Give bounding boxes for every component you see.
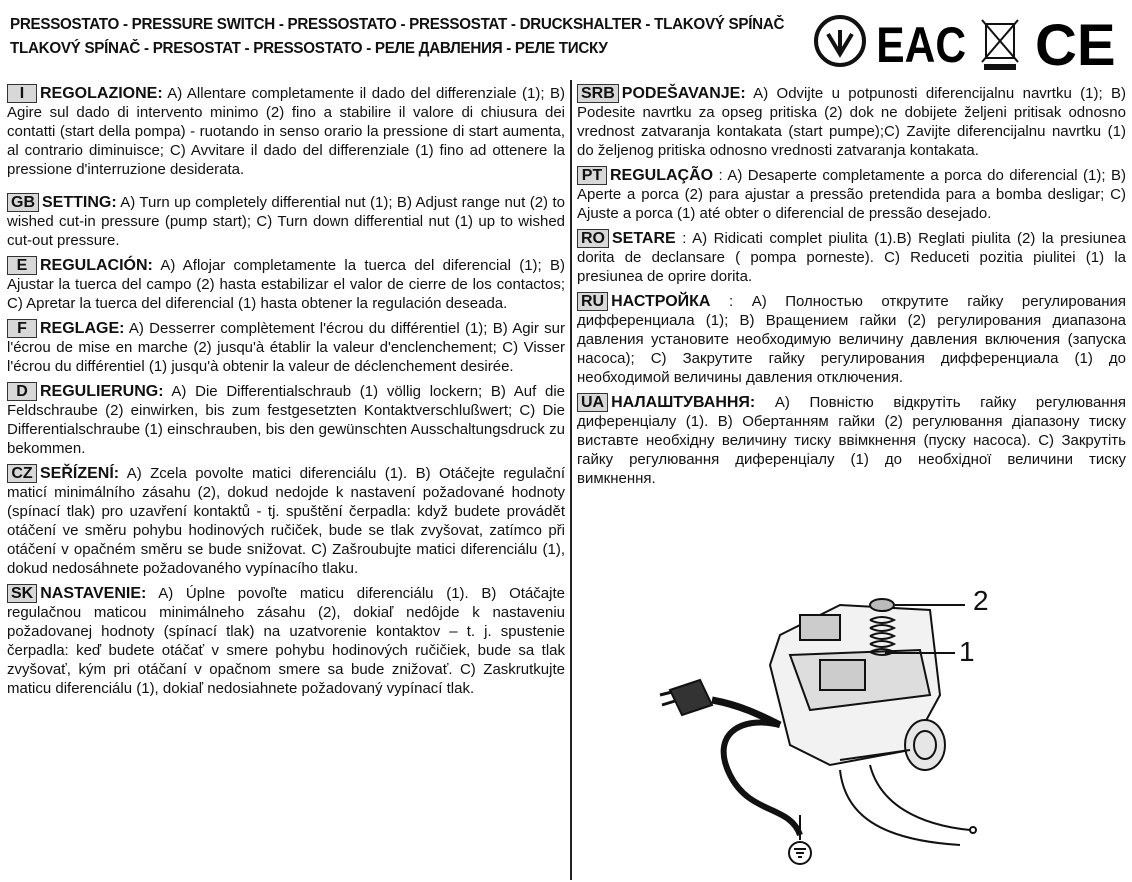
- section-title: PODEŠAVANJE:: [621, 85, 746, 102]
- language-code-badge: I: [7, 84, 37, 103]
- column-divider: [570, 80, 572, 880]
- language-code-badge: UA: [577, 393, 608, 412]
- section-text: : A) Полностью открутите гайку регулирования дифференциала (1); B) Вращением гайки (2) регулирования диапазона давления установите необходимую величину давления включения (запуска насоса); C) Закрутите гайку регулирования дифференциала (1) до необходимой величины давления отключения.: [577, 293, 1126, 386]
- language-code-badge: GB: [7, 193, 39, 212]
- language-code-badge: D: [7, 382, 37, 401]
- language-code-badge: PT: [577, 166, 607, 185]
- section-title: REGLAGE:: [40, 320, 125, 337]
- ce-mark-icon: CE: [1035, 13, 1116, 72]
- section-gb: [7, 193, 565, 250]
- section-ro: [577, 229, 1126, 286]
- section-title: REGULACIÓN:: [40, 257, 153, 274]
- section-i: [7, 84, 565, 179]
- left-column: [7, 84, 565, 698]
- language-code-badge: SK: [7, 584, 37, 603]
- section-pt: [577, 166, 1126, 223]
- section-text: A) Aflojar completamente la tuerca del diferencial (1); B) Ajustar la tuerca del campo (2) hasta estabilizar el valor de cierre de los contactos; C) Apretar la tuerca del diferencial (1) hasta obtener la regulación deseada.: [7, 257, 565, 312]
- section-text: A) Die Differentialschraub (1) völlig lockern; B) Auf die Feldschraube (2) einwirken, bis zum festgesetzten Kontaktverschlußwert; C) Die Differentialschraube (1) einschrauben, bis den gewünschten Ausschaltungsdruck zu bekommen.: [7, 383, 565, 457]
- section-text: A) Úplne povoľte maticu diferenciálu (1). B) Otáčajte regulačnou maticou minimálneho zásahu (2), dokiaľ nedôjde k nastaveniu požadovanej hodnoty (spínací tlak) na uzatvorenie kontaktov – t. j. spustenie čerpadla: keď budete otáčať v smere pohybu hodinových ručičiek, bude sa tlak zvyšovať, kým pri otáčaní v opačnom smere sa bude znižovať. C) Zaskrutkujte maticu diferenciálu (1), dokiaľ nedosiahnete požadovaný vypínací tlak.: [7, 585, 565, 697]
- section-ua: [577, 393, 1126, 488]
- section-srb: [577, 84, 1126, 160]
- section-title: REGULIERUNG:: [40, 383, 164, 400]
- section-title: НАЛАШТУВАННЯ:: [611, 394, 756, 411]
- pressure-switch-drawing: [660, 599, 976, 864]
- section-title: НАСТРОЙКА: [611, 293, 711, 310]
- section-title: REGOLAZIONE:: [40, 85, 163, 102]
- section-title: SETARE: [612, 230, 676, 247]
- language-code-badge: E: [7, 256, 37, 275]
- language-code-badge: RU: [577, 292, 608, 311]
- pressure-switch-diagram: [640, 575, 1020, 875]
- section-text: A) Повністю відкрутіть гайку регулювання диференціалу (1). B) Обертанням гайки (2) регулювання діапазону тиску виставте необхідну величину тиску ввімкнення (пуску насоса). C) Закрутіть гайку регулювання диференціалу (1) до необхідної величини тиску вимкнення.: [577, 394, 1126, 487]
- right-column: [577, 84, 1126, 488]
- certification-logos: [810, 10, 1122, 72]
- header-title-line-1: PRESSOSTATO - PRESSURE SWITCH - PRESSOSTATO - PRESSOSTAT - DRUCKSHALTER - TLAKOVÝ SPÍNAČ: [10, 16, 785, 33]
- section-title: SEŘÍZENÍ:: [40, 465, 120, 482]
- section-text: : A) Ridicati complet piulita (1).B) Reglati piulita (2) la presiunea dorita de declansare ( pompa porneste). C) Reduceti pozitia piulitei (1) la presiunea de oprire dorita.: [577, 230, 1126, 285]
- language-code-badge: CZ: [7, 464, 37, 483]
- section-title: REGULAÇÃO: [610, 167, 714, 184]
- section-f: [7, 319, 565, 376]
- section-sk: [7, 584, 565, 698]
- section-text: : A) Desaperte completamente a porca do diferencial (1); B) Aperte a porca (2) para ajustar a pressão pretendida para a bomba desligar; C) Ajuste a porca (1) até obter o diferencial de pressão desejado.: [577, 167, 1126, 222]
- section-text: A) Allentare completamente il dado del differenziale (1); B) Agire sul dado di intervento minimo (2) fino a stabilire il valore di chiusura dei contatti (start della pompa) - ruotando in senso orario la pressione di start aumenta, al contrario diminuisce; C) Avvitare il dado del differenziale (1) fino ad ottenere la pressione d'interruzione desiderata.: [7, 85, 565, 178]
- section-title: NASTAVENIE:: [40, 585, 147, 602]
- section-text: A) Desserrer complètement l'écrou du différentiel (1); B) Agir sur l'écrou de mise en marche (2) jusqu'à établir la valeur d'enclenchement; C) Visser l'écrou du différentiel (1) jusqu'à obtenir la valeur de déclenchement desirée.: [7, 320, 565, 375]
- language-code-badge: RO: [577, 229, 609, 248]
- language-code-badge: SRB: [577, 84, 619, 103]
- section-text: A) Turn up completely differential nut (1); B) Adjust range nut (2) to wished cut-in pressure (pump start); C) Turn down differential nut (1) up to wished cut-out pressure.: [7, 194, 565, 249]
- section-text: A) Odvijte u potpunosti diferencijalnu navrtku (1); B) Podesite navrtku za opseg pritiska (2) dok ne dobijete željeni pritisak odnosno vrednost zatvaranja kontakata (start pumpe);C) Zavijte diferencijalnu navrtku (1) do željenog pritiska odnosno vrednosti zatvaranja kontakata.: [577, 85, 1126, 159]
- header-title-line-2: TLAKOVÝ SPÍNAČ - PRESOSTAT - PRESSOSTATO - РЕЛЕ ДАВЛЕНИЯ - РЕЛЕ ТИСКУ: [10, 40, 608, 57]
- eac-mark-icon: EAC: [876, 16, 967, 72]
- section-e: [7, 256, 565, 313]
- section-title: SETTING:: [42, 194, 117, 211]
- diagram-label-1: 1: [959, 636, 975, 667]
- section-ru: [577, 292, 1126, 387]
- ukrsepro-mark-icon: [816, 17, 864, 65]
- weee-bin-icon: [982, 20, 1018, 70]
- section-cz: [7, 464, 565, 578]
- section-text: A) Zcela povolte matici diferenciálu (1). B) Otáčejte regulační maticí minimálního zásahu (2), dokud nedojde k nastavení požadované hodnoty (spínací tlak) pro uzavření kontaktů - tj. spuštění čerpadla: když budete provádět otáčení ve směru pohybu hodinových ručiček, bude se tlak zvyšovat, zatímco při otáčení v opačném směru se bude snižovat. C) Zašroubujte matici diferenciálu (1), dokud nedosáhnete požadovaného vypínacího tlaku.: [7, 465, 565, 577]
- diagram-label-2: 2: [973, 585, 989, 616]
- language-code-badge: F: [7, 319, 37, 338]
- section-d: [7, 382, 565, 458]
